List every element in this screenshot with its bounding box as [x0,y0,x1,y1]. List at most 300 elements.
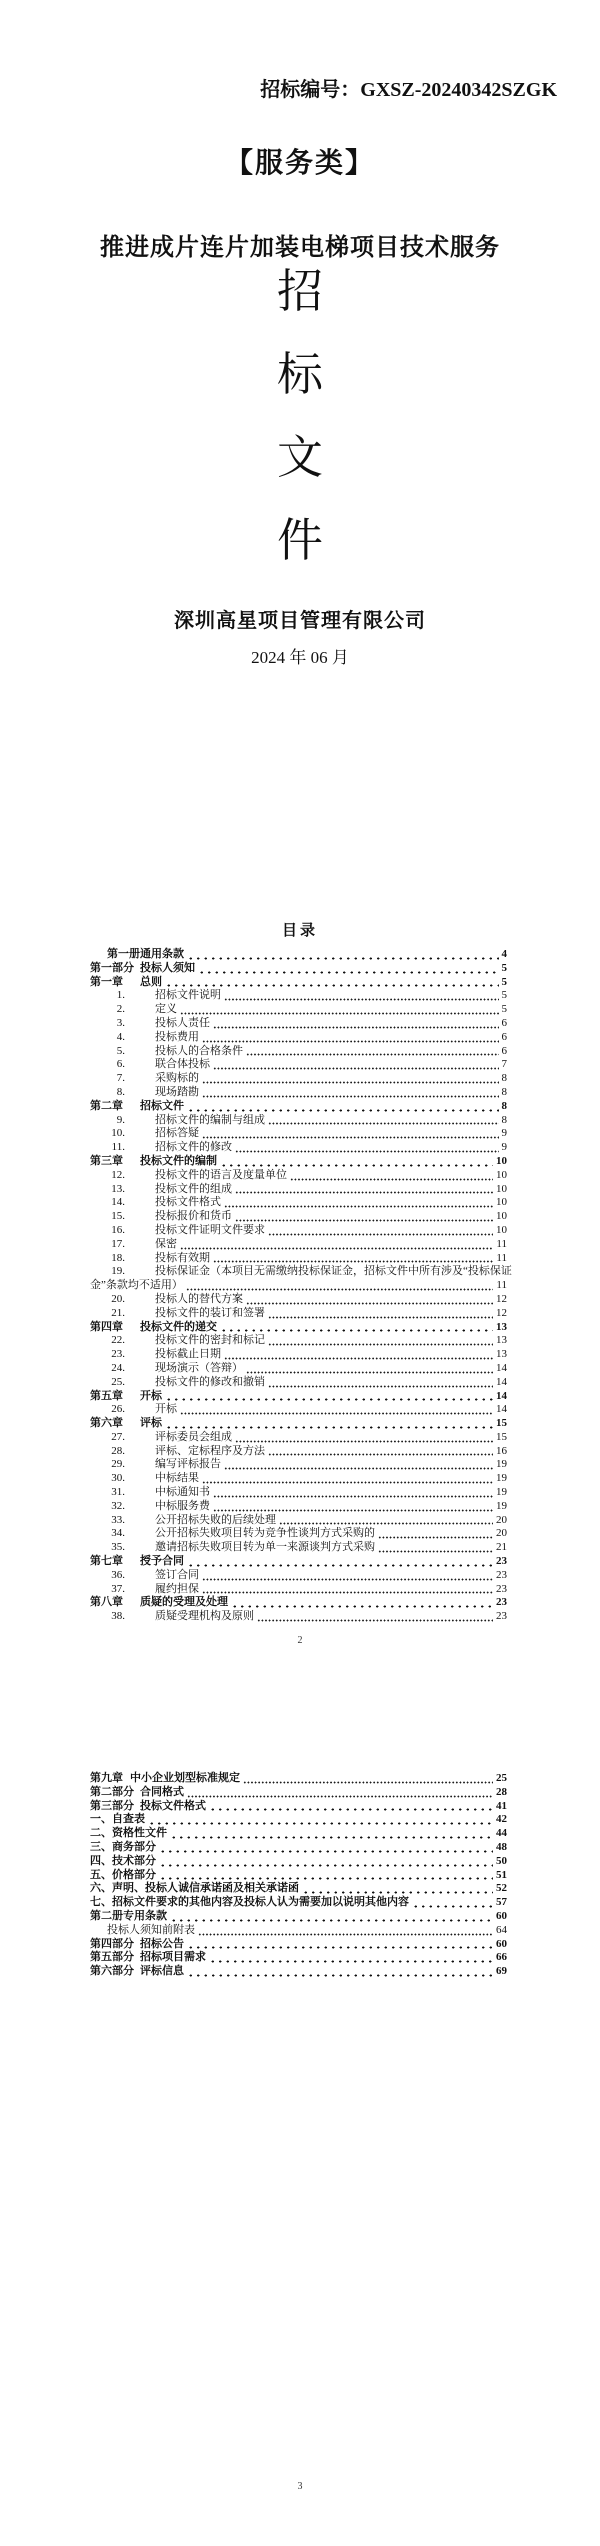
toc-leader-dots [235,1219,493,1222]
toc-entry [90,1376,507,1390]
toc-entry-label: 27. [111,1430,125,1443]
toc-entry-label: 7. [116,1072,125,1085]
toc-entry [90,1210,507,1224]
toc-entry [90,1555,507,1569]
toc-entry-page: 13 [496,1320,507,1333]
toc-entry-title: 投标文件格式 [155,1196,221,1209]
toc-entry-label: 18. [111,1251,125,1264]
toc-entry-title: 投标文件的递交 [140,1320,217,1333]
toc-entry [90,1896,507,1910]
toc-entry-title: 授予合同 [140,1555,184,1568]
toc-entry-page: 11 [496,1237,507,1250]
toc-entry-title: 现场演示（答辩） [155,1361,243,1374]
toc-entry-label: 9. [116,1113,125,1126]
toc-leader-dots [198,971,499,974]
toc-entry-title: 投标人的替代方案 [155,1292,243,1305]
toc-leader-dots [246,1053,499,1056]
toc-entry-title: 投标文件的修改和撤销 [155,1375,265,1388]
toc-leader-dots [268,1453,493,1456]
toc-entry [90,1813,507,1827]
toc-entry-label: 第七章 [90,1555,123,1568]
toc-entry-title: 邀请招标失败项目转为单一来源谈判方式采购 [155,1541,375,1554]
toc-leader-dots [279,1522,493,1525]
toc-entry-page: 64 [496,1923,507,1936]
toc-leader-dots [224,1205,493,1208]
toc-entry [90,1224,507,1238]
toc-leader-dots [187,1795,493,1798]
toc-entry [90,1321,507,1335]
toc-entry-title: 投标文件格式 [140,1799,206,1812]
toc-leader-dots [202,1040,499,1043]
toc-leader-dots [220,1329,493,1332]
toc-entry-page: 19 [496,1486,507,1499]
toc-entry-page: 5 [501,989,507,1002]
toc-entry-label: 2. [116,1003,125,1016]
toc-leader-dots [235,1150,499,1153]
toc-entry [90,1017,507,1031]
toc-entry [90,1196,507,1210]
toc-entry-page: 13 [496,1348,507,1361]
toc-entry [90,1445,507,1459]
toc-entry-label: 第二章 [90,1099,123,1112]
toc-entry-title: 联合体投标 [155,1058,210,1071]
toc-entry-page: 5 [501,975,507,988]
toc-entry-page: 6 [501,1030,507,1043]
toc-entry-page: 48 [496,1840,507,1853]
toc-entry [90,1583,507,1597]
toc-entry-title: 投标人责任 [155,1016,210,1029]
toc-entry-page: 57 [496,1896,507,1909]
toc-entry [90,1910,507,1924]
toc-entry-label: 1. [116,989,125,1002]
toc-entry [90,1514,507,1528]
toc-entry-title: 签订合同 [155,1568,199,1581]
toc-list-page2 [90,948,512,1624]
toc-entry [90,1086,507,1100]
toc-entry-label: 12. [111,1168,125,1181]
toc-entry-title: 招标文件 [140,1099,184,1112]
toc-entry-page: 20 [496,1513,507,1526]
project-title: 推进成片连片加装电梯项目技术服务 [100,235,500,261]
tender-number-label: 招标编号： [260,79,361,101]
toc-entry-title: 现场踏勘 [155,1085,199,1098]
toc-entry-page: 10 [496,1154,507,1167]
toc-leader-dots [187,957,499,960]
toc-leader-dots [243,1781,493,1784]
toc-leader-dots [187,1564,493,1567]
toc-entry-label: 28. [111,1444,125,1457]
toc-leader-dots [159,1850,493,1853]
toc-leader-dots [268,1122,499,1125]
toc-entry-label: 3. [116,1016,125,1029]
toc-entry [90,1334,507,1348]
toc-entry-page: 19 [496,1499,507,1512]
toc-leader-dots [186,1288,494,1291]
toc-entry-title: 中标服务费 [155,1499,210,1512]
toc-entry [90,1458,507,1472]
toc-entry-page: 51 [496,1868,507,1881]
toc-entry [90,1869,507,1883]
toc-leader-dots [165,1398,493,1401]
toc-leader-dots [246,1302,493,1305]
toc-entry [90,1362,507,1376]
toc-entry-label: 29. [111,1458,125,1471]
toc-leader-dots [268,1316,493,1319]
toc-entry [90,989,507,1003]
toc-entry-title: 第二册专用条款 [90,1909,167,1922]
toc-entry-title: 投标文件的语言及度量单位 [155,1168,287,1181]
toc-entry [90,1279,507,1293]
toc-entry-title: 金”条款均不适用） [90,1279,183,1292]
toc-leader-dots [170,1919,493,1922]
toc-entry-label: 34. [111,1527,125,1540]
toc-leader-dots [180,1247,493,1250]
agency-company-name: 深圳高星项目管理有限公司 [174,610,426,632]
toc-entry-title: 投标有效期 [155,1251,210,1264]
toc-entry-label: 第三章 [90,1154,123,1167]
toc-entry-title: 投标文件的装订和签署 [155,1306,265,1319]
toc-entry-page: 23 [496,1555,507,1568]
toc-entry-page: 44 [496,1827,507,1840]
toc-entry-title: 合同格式 [140,1785,184,1798]
toc-entry [90,1855,507,1869]
toc-entry-label: 22. [111,1334,125,1347]
toc-entry-title: 投标文件证明文件要求 [155,1223,265,1236]
toc-entry-page: 8 [501,1072,507,1085]
toc-entry-page: 23 [496,1568,507,1581]
toc-entry-title: 编写评标报告 [155,1458,221,1471]
toc-entry-page: 10 [496,1223,507,1236]
toc-entry [90,1527,507,1541]
toc-leader-dots [202,1578,493,1581]
toc-entry-page: 25 [496,1772,507,1784]
toc-leader-dots [187,1946,493,1949]
toc-entry-label: 第一部分 [90,961,134,974]
service-category-heading: 【服务类】 [224,148,375,179]
toc-entry-label: 8. [116,1085,125,1098]
toc-entry [90,1772,507,1786]
toc-entry-page: 15 [496,1430,507,1443]
toc-entry-page: 60 [496,1909,507,1922]
toc-leader-dots [268,1233,493,1236]
toc-entry-title: 第一册通用条款 [107,948,184,960]
toc-entry-title: 投标保证金（本项目无需缴纳投标保证金，招标文件中所有涉及“投标保证 [155,1265,512,1278]
toc-entry-label: 第一章 [90,975,123,988]
toc-entry-title: 中小企业划型标准规定 [130,1772,240,1784]
toc-entry-label: 19. [111,1265,125,1278]
cover-date: 2024 年 06 月 [251,648,349,667]
toc-leader-dots [268,1343,493,1346]
toc-entry [90,1965,507,1979]
toc-entry-title: 投标文件的组成 [155,1182,232,1195]
toc-entry-label: 第六部分 [90,1965,134,1978]
toc-leader-dots [224,1467,493,1470]
toc-leader-dots [213,1495,493,1498]
toc-leader-dots [209,1808,493,1811]
toc-entry-page: 9 [501,1127,507,1140]
toc-entry-label: 33. [111,1513,125,1526]
toc-entry-label: 38. [111,1610,125,1623]
toc-entry-label: 11. [111,1141,125,1154]
toc-entry [90,1569,507,1583]
toc-entry-title: 质疑的受理及处理 [140,1596,228,1609]
toc-entry [90,1827,507,1841]
toc-entry-page: 19 [496,1472,507,1485]
toc-leader-dots [231,1605,493,1608]
toc-entry-title: 总则 [140,975,162,988]
toc-entry-label: 第四部分 [90,1937,134,1950]
toc-leader-dots [224,1357,493,1360]
toc-entry-page: 10 [496,1182,507,1195]
document-title-char: 文 [277,432,323,483]
toc-entry-page: 5 [501,961,507,974]
toc-leader-dots [202,1591,493,1594]
tender-number-line [260,73,557,102]
toc-entry-title: 采购标的 [155,1072,199,1085]
toc-entry-label: 4. [116,1030,125,1043]
toc-entry [90,1238,507,1252]
toc-leader-dots [170,1836,493,1839]
toc-entry-title: 招标文件的编制与组成 [155,1113,265,1126]
toc-entry-title: 招标公告 [140,1937,184,1950]
toc-entry-label: 24. [111,1361,125,1374]
toc-entry [90,1500,507,1514]
toc-entry [90,1003,507,1017]
toc-entry-title: 中标结果 [155,1472,199,1485]
toc-entry-label: 32. [111,1499,125,1512]
toc-entry-page: 11 [496,1251,507,1264]
toc-entry [90,1486,507,1500]
toc-leader-dots [187,1974,493,1977]
toc-entry [90,1348,507,1362]
toc-entry-label: 13. [111,1182,125,1195]
toc-entry [90,1841,507,1855]
toc-entry-title: 五、价格部分 [90,1868,156,1881]
toc-entry-label: 第五章 [90,1389,123,1402]
toc-entry-label: 第四章 [90,1320,123,1333]
toc-entry-title: 公开招标失败的后续处理 [155,1513,276,1526]
toc-entry-title: 评标委员会组成 [155,1430,232,1443]
toc-entry-title: 投标人的合格条件 [155,1044,243,1057]
toc-entry-page: 6 [501,1044,507,1057]
toc-entry [90,1127,507,1141]
toc-entry [90,1155,507,1169]
toc-entry [90,1058,507,1072]
toc-entry-page: 4 [501,948,507,960]
toc-leader-dots [213,1026,499,1029]
toc-entry-title: 保密 [155,1237,177,1250]
toc-entry-page: 28 [496,1785,507,1798]
toc-leader-dots [165,984,499,987]
toc-entry-title: 评标 [140,1417,162,1430]
toc-entry-title: 投标截止日期 [155,1348,221,1361]
toc-leader-dots [180,1412,493,1415]
page-number-footer: 2 [297,1635,303,1646]
toc-leader-dots [235,1191,493,1194]
toc-leader-dots [220,1164,493,1167]
toc-heading: 目录 [281,923,318,939]
toc-entry-label: 第五部分 [90,1951,134,1964]
toc-leader-dots [159,1877,493,1880]
toc-entry [90,1045,507,1059]
toc-entry [90,976,507,990]
toc-leader-dots [290,1178,493,1181]
toc-entry [90,962,507,976]
toc-entry [90,1390,507,1404]
toc-entry-title: 投标文件的编制 [140,1154,217,1167]
toc-entry [90,948,507,962]
toc-entry [90,1114,507,1128]
toc-leader-dots [148,1822,493,1825]
toc-leader-dots [213,1260,493,1263]
toc-leader-dots [257,1619,493,1622]
toc-entry-label: 16. [111,1223,125,1236]
toc-leader-dots [213,1067,499,1070]
toc-entry-page: 23 [496,1610,507,1623]
toc-entry-label: 第九章 [90,1772,123,1784]
toc-leader-dots [202,1136,499,1139]
toc-leader-dots [209,1960,493,1963]
toc-entry-page: 10 [496,1210,507,1223]
toc-entry-page: 8 [501,1113,507,1126]
toc-entry-page: 23 [496,1596,507,1609]
toc-entry-page: 11 [496,1279,507,1292]
toc-entry-label: 6. [116,1058,125,1071]
toc-entry-title: 四、技术部分 [90,1854,156,1867]
document-title-vertical [0,250,600,582]
toc-entry [90,1307,507,1321]
toc-entry-title: 招标答疑 [155,1127,199,1140]
toc-entry-page: 14 [496,1389,507,1402]
toc-entry-page: 69 [496,1965,507,1978]
toc-entry-title: 六、声明、投标人诚信承诺函及相关承诺函 [90,1882,299,1895]
toc-entry-title: 招标文件的修改 [155,1141,232,1154]
document-title-char: 件 [277,515,323,566]
toc-entry-title: 投标文件的密封和标记 [155,1334,265,1347]
toc-entry-label: 14. [111,1196,125,1209]
toc-entry-label: 25. [111,1375,125,1388]
toc-entry-label: 第八章 [90,1596,123,1609]
toc-entry-title: 公开招标失败项目转为竞争性谈判方式采购的 [155,1527,375,1540]
toc-entry [90,1541,507,1555]
toc-entry [90,1169,507,1183]
toc-entry-title: 投标报价和货币 [155,1210,232,1223]
toc-leader-dots [235,1440,493,1443]
toc-entry-label: 10. [111,1127,125,1140]
toc-entry-title: 开标 [140,1389,162,1402]
toc-leader-dots [202,1481,493,1484]
toc-entry-title: 投标人须知前附表 [107,1923,195,1936]
toc-entry-page: 41 [496,1799,507,1812]
toc-entry-label: 36. [111,1568,125,1581]
toc-leader-dots [202,1095,499,1098]
toc-list-page3 [90,1772,507,1979]
toc-entry [90,1951,507,1965]
toc-entry-page: 16 [496,1444,507,1457]
toc-leader-dots [412,1905,493,1908]
toc-entry-page: 15 [496,1417,507,1430]
page-number-footer: 3 [297,2481,303,2492]
toc-entry-title: 七、招标文件要求的其他内容及投标人认为需要加以说明其他内容 [90,1896,409,1909]
toc-entry [90,1252,507,1266]
toc-entry [90,1072,507,1086]
toc-leader-dots [198,1933,493,1936]
toc-entry [90,1786,507,1800]
toc-entry-page: 19 [496,1458,507,1471]
toc-entry-title: 定义 [155,1003,177,1016]
toc-entry-title: 招标文件说明 [155,989,221,1002]
toc-entry-page: 6 [501,1016,507,1029]
toc-entry-page: 52 [496,1882,507,1895]
toc-entry-label: 20. [111,1292,125,1305]
toc-entry-page: 66 [496,1951,507,1964]
toc-entry-title: 投标人须知 [140,961,195,974]
toc-entry-page: 7 [501,1058,507,1071]
toc-entry-page: 14 [496,1403,507,1416]
toc-entry-page: 10 [496,1168,507,1181]
toc-entry-title: 二、资格性文件 [90,1827,167,1840]
toc-entry-page: 50 [496,1854,507,1867]
toc-leader-dots [378,1550,493,1553]
toc-entry [90,1141,507,1155]
toc-leader-dots [159,1864,493,1867]
toc-entry-label: 15. [111,1210,125,1223]
toc-entry-label: 21. [111,1306,125,1319]
toc-entry-label: 5. [116,1044,125,1057]
toc-entry-title: 投标费用 [155,1030,199,1043]
toc-entry [90,1431,507,1445]
toc-entry-page: 14 [496,1361,507,1374]
toc-entry [90,1265,512,1279]
toc-entry-page: 21 [496,1541,507,1554]
toc-leader-dots [165,1426,493,1429]
toc-leader-dots [213,1509,493,1512]
toc-entry [90,1924,507,1938]
toc-entry-title: 质疑受理机构及原则 [155,1610,254,1623]
toc-entry [90,1293,507,1307]
toc-leader-dots [202,1081,499,1084]
toc-entry-title: 中标通知书 [155,1486,210,1499]
document-title-char: 招 [277,266,323,317]
toc-entry-title: 三、商务部分 [90,1840,156,1853]
toc-entry-label: 31. [111,1486,125,1499]
toc-leader-dots [302,1891,493,1894]
toc-entry [90,1938,507,1952]
toc-entry-page: 13 [496,1334,507,1347]
toc-entry-title: 履约担保 [155,1582,199,1595]
toc-entry-label: 第二部分 [90,1785,134,1798]
toc-entry [90,1596,507,1610]
toc-entry-page: 10 [496,1196,507,1209]
toc-entry-page: 8 [501,1099,507,1112]
toc-entry-label: 第六章 [90,1417,123,1430]
toc-entry-label: 35. [111,1541,125,1554]
toc-leader-dots [180,1012,499,1015]
toc-entry [90,1183,507,1197]
toc-entry [90,1472,507,1486]
toc-entry-label: 30. [111,1472,125,1485]
toc-entry-label: 23. [111,1348,125,1361]
document-title-char: 标 [277,349,323,400]
toc-leader-dots [378,1536,493,1539]
tender-number-value: GXSZ-20240342SZGK [360,79,557,101]
toc-leader-dots [187,1109,499,1112]
toc-entry [90,1031,507,1045]
toc-entry [90,1100,507,1114]
toc-entry-page: 60 [496,1937,507,1950]
toc-leader-dots [224,998,499,1001]
toc-entry-page: 12 [496,1292,507,1305]
